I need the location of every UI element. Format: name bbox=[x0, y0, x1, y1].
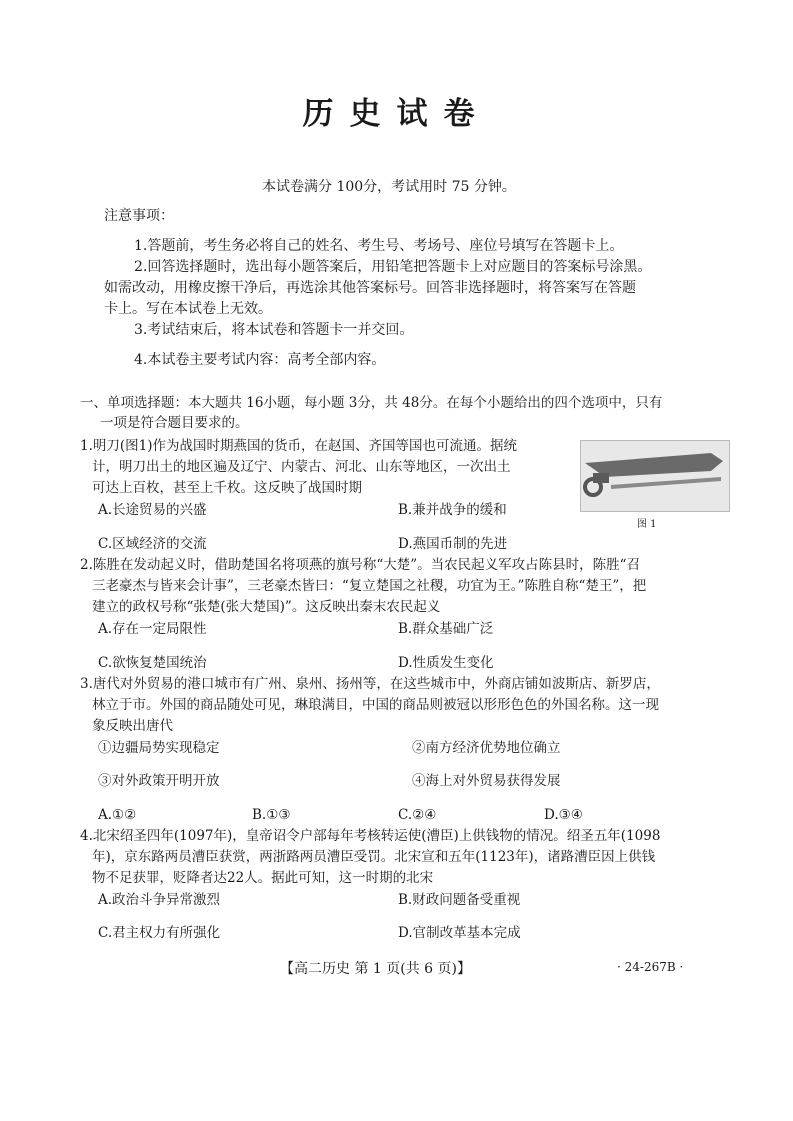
q2-option-a[interactable]: A.存在一定局限性 bbox=[98, 621, 207, 637]
q2-stem: 建立的政权号称“张楚(张大楚国)”。这反映出秦末农民起义 bbox=[92, 599, 441, 615]
notice-heading: 注意事项： bbox=[104, 208, 174, 224]
q3-stem: 林立于市。外国的商品随处可见，琳琅满目，中国的商品则被冠以形形色色的外国名称。这一现 bbox=[92, 697, 659, 713]
q1-option-d[interactable]: D.燕国币制的先进 bbox=[398, 536, 508, 552]
q3-statement: ④海上对外贸易获得发展 bbox=[412, 773, 561, 789]
q3-statement: ③对外政策开明开放 bbox=[98, 773, 220, 789]
notice-item: 卡上。写在本试卷上无效。 bbox=[104, 301, 272, 317]
exam-intro: 本试卷满分 100分，考试用时 75 分钟。 bbox=[262, 179, 516, 195]
figure-caption: 图 1 bbox=[637, 519, 657, 530]
exam-code: · 24-267B · bbox=[617, 960, 684, 974]
q1-stem: 可达上百枚，甚至上千枚。这反映了战国时期 bbox=[92, 480, 362, 496]
q3-statement: ①边疆局势实现稳定 bbox=[98, 740, 220, 756]
q3-option-c[interactable]: C.②④ bbox=[398, 807, 437, 823]
section-heading-cont: 一项是符合题目要求的。 bbox=[100, 415, 249, 431]
q2-option-b[interactable]: B.群众基础广泛 bbox=[398, 621, 494, 637]
notice-item: 3.考试结束后，将本试卷和答题卡一并交回。 bbox=[134, 322, 414, 338]
q2-option-c[interactable]: C.欲恢复楚国统治 bbox=[98, 655, 207, 671]
q4-stem: 4.北宋绍圣四年(1097年)，皇帝诏令户部每年考核转运使(漕臣)上供钱物的情况。绍圣五年(1098 bbox=[80, 828, 661, 844]
q3-stem: 3.唐代对外贸易的港口城市有广州、泉州、扬州等，在这些城市中，外商店铺如波斯店、新罗店， bbox=[80, 676, 660, 692]
q4-option-d[interactable]: D.官制改革基本完成 bbox=[398, 925, 521, 941]
q1-stem: 计，明刀出土的地区遍及辽宁、内蒙古、河北、山东等地区，一次出土 bbox=[92, 459, 511, 475]
q1-option-a[interactable]: A.长途贸易的兴盛 bbox=[98, 502, 207, 518]
q3-option-d[interactable]: D.③④ bbox=[544, 807, 583, 823]
notice-item: 4.本试卷主要考试内容：高考全部内容。 bbox=[134, 352, 386, 368]
section-heading: 一、单项选择题：本大题共 16小题，每小题 3分，共 48分。在每个小题给出的四个选项中，只有 bbox=[80, 395, 663, 411]
page-title: 历史试卷 bbox=[302, 96, 491, 132]
q2-option-d[interactable]: D.性质发生变化 bbox=[398, 655, 494, 671]
q4-stem: 年)，京东路两员漕臣获赏，两浙路两员漕臣受罚。北宋宣和五年(1123年)，诸路漕臣因上供钱 bbox=[92, 849, 656, 865]
q2-stem: 2.陈胜在发动起义时，借助楚国名将项燕的旗号称“大楚”。当农民起义军攻占陈县时，陈胜“召 bbox=[80, 557, 641, 573]
q3-option-a[interactable]: A.①② bbox=[98, 807, 137, 823]
q4-option-b[interactable]: B.财政问题备受重视 bbox=[398, 892, 521, 908]
q3-statement: ②南方经济优势地位确立 bbox=[412, 740, 561, 756]
q2-stem: 三老豪杰与皆来会计事”，三老豪杰皆曰：“复立楚国之社稷，功宜为王。”陈胜自称“楚王”，把 bbox=[92, 578, 647, 594]
q4-option-a[interactable]: A.政治斗争异常激烈 bbox=[98, 892, 221, 908]
q1-stem: 1.明刀(图1)作为战国时期燕国的货币，在赵国、齐国等国也可流通。据统 bbox=[80, 438, 518, 454]
q4-stem: 物不足获罪，贬降者达22人。据此可知，这一时期的北宋 bbox=[92, 870, 434, 886]
notice-item: 1.答题前，考生务必将自己的姓名、考生号、考场号、座位号填写在答题卡上。 bbox=[134, 238, 624, 254]
q3-stem: 象反映出唐代 bbox=[92, 718, 173, 734]
page-footer: 【高二历史 第 1 页(共 6 页)】 bbox=[280, 961, 471, 977]
q1-option-c[interactable]: C.区域经济的交流 bbox=[98, 536, 207, 552]
notice-item: 如需改动，用橡皮擦干净后，再选涂其他答案标号。回答非选择题时，将答案写在答题 bbox=[104, 280, 636, 296]
q4-option-c[interactable]: C.君主权力有所强化 bbox=[98, 925, 221, 941]
mingdao-coin-image bbox=[580, 440, 730, 512]
q3-option-b[interactable]: B.①③ bbox=[252, 807, 291, 823]
q1-option-b[interactable]: B.兼并战争的缓和 bbox=[398, 502, 507, 518]
notice-item: 2.回答选择题时，选出每小题答案后，用铅笔把答题卡上对应题目的答案标号涂黑。 bbox=[134, 259, 652, 275]
